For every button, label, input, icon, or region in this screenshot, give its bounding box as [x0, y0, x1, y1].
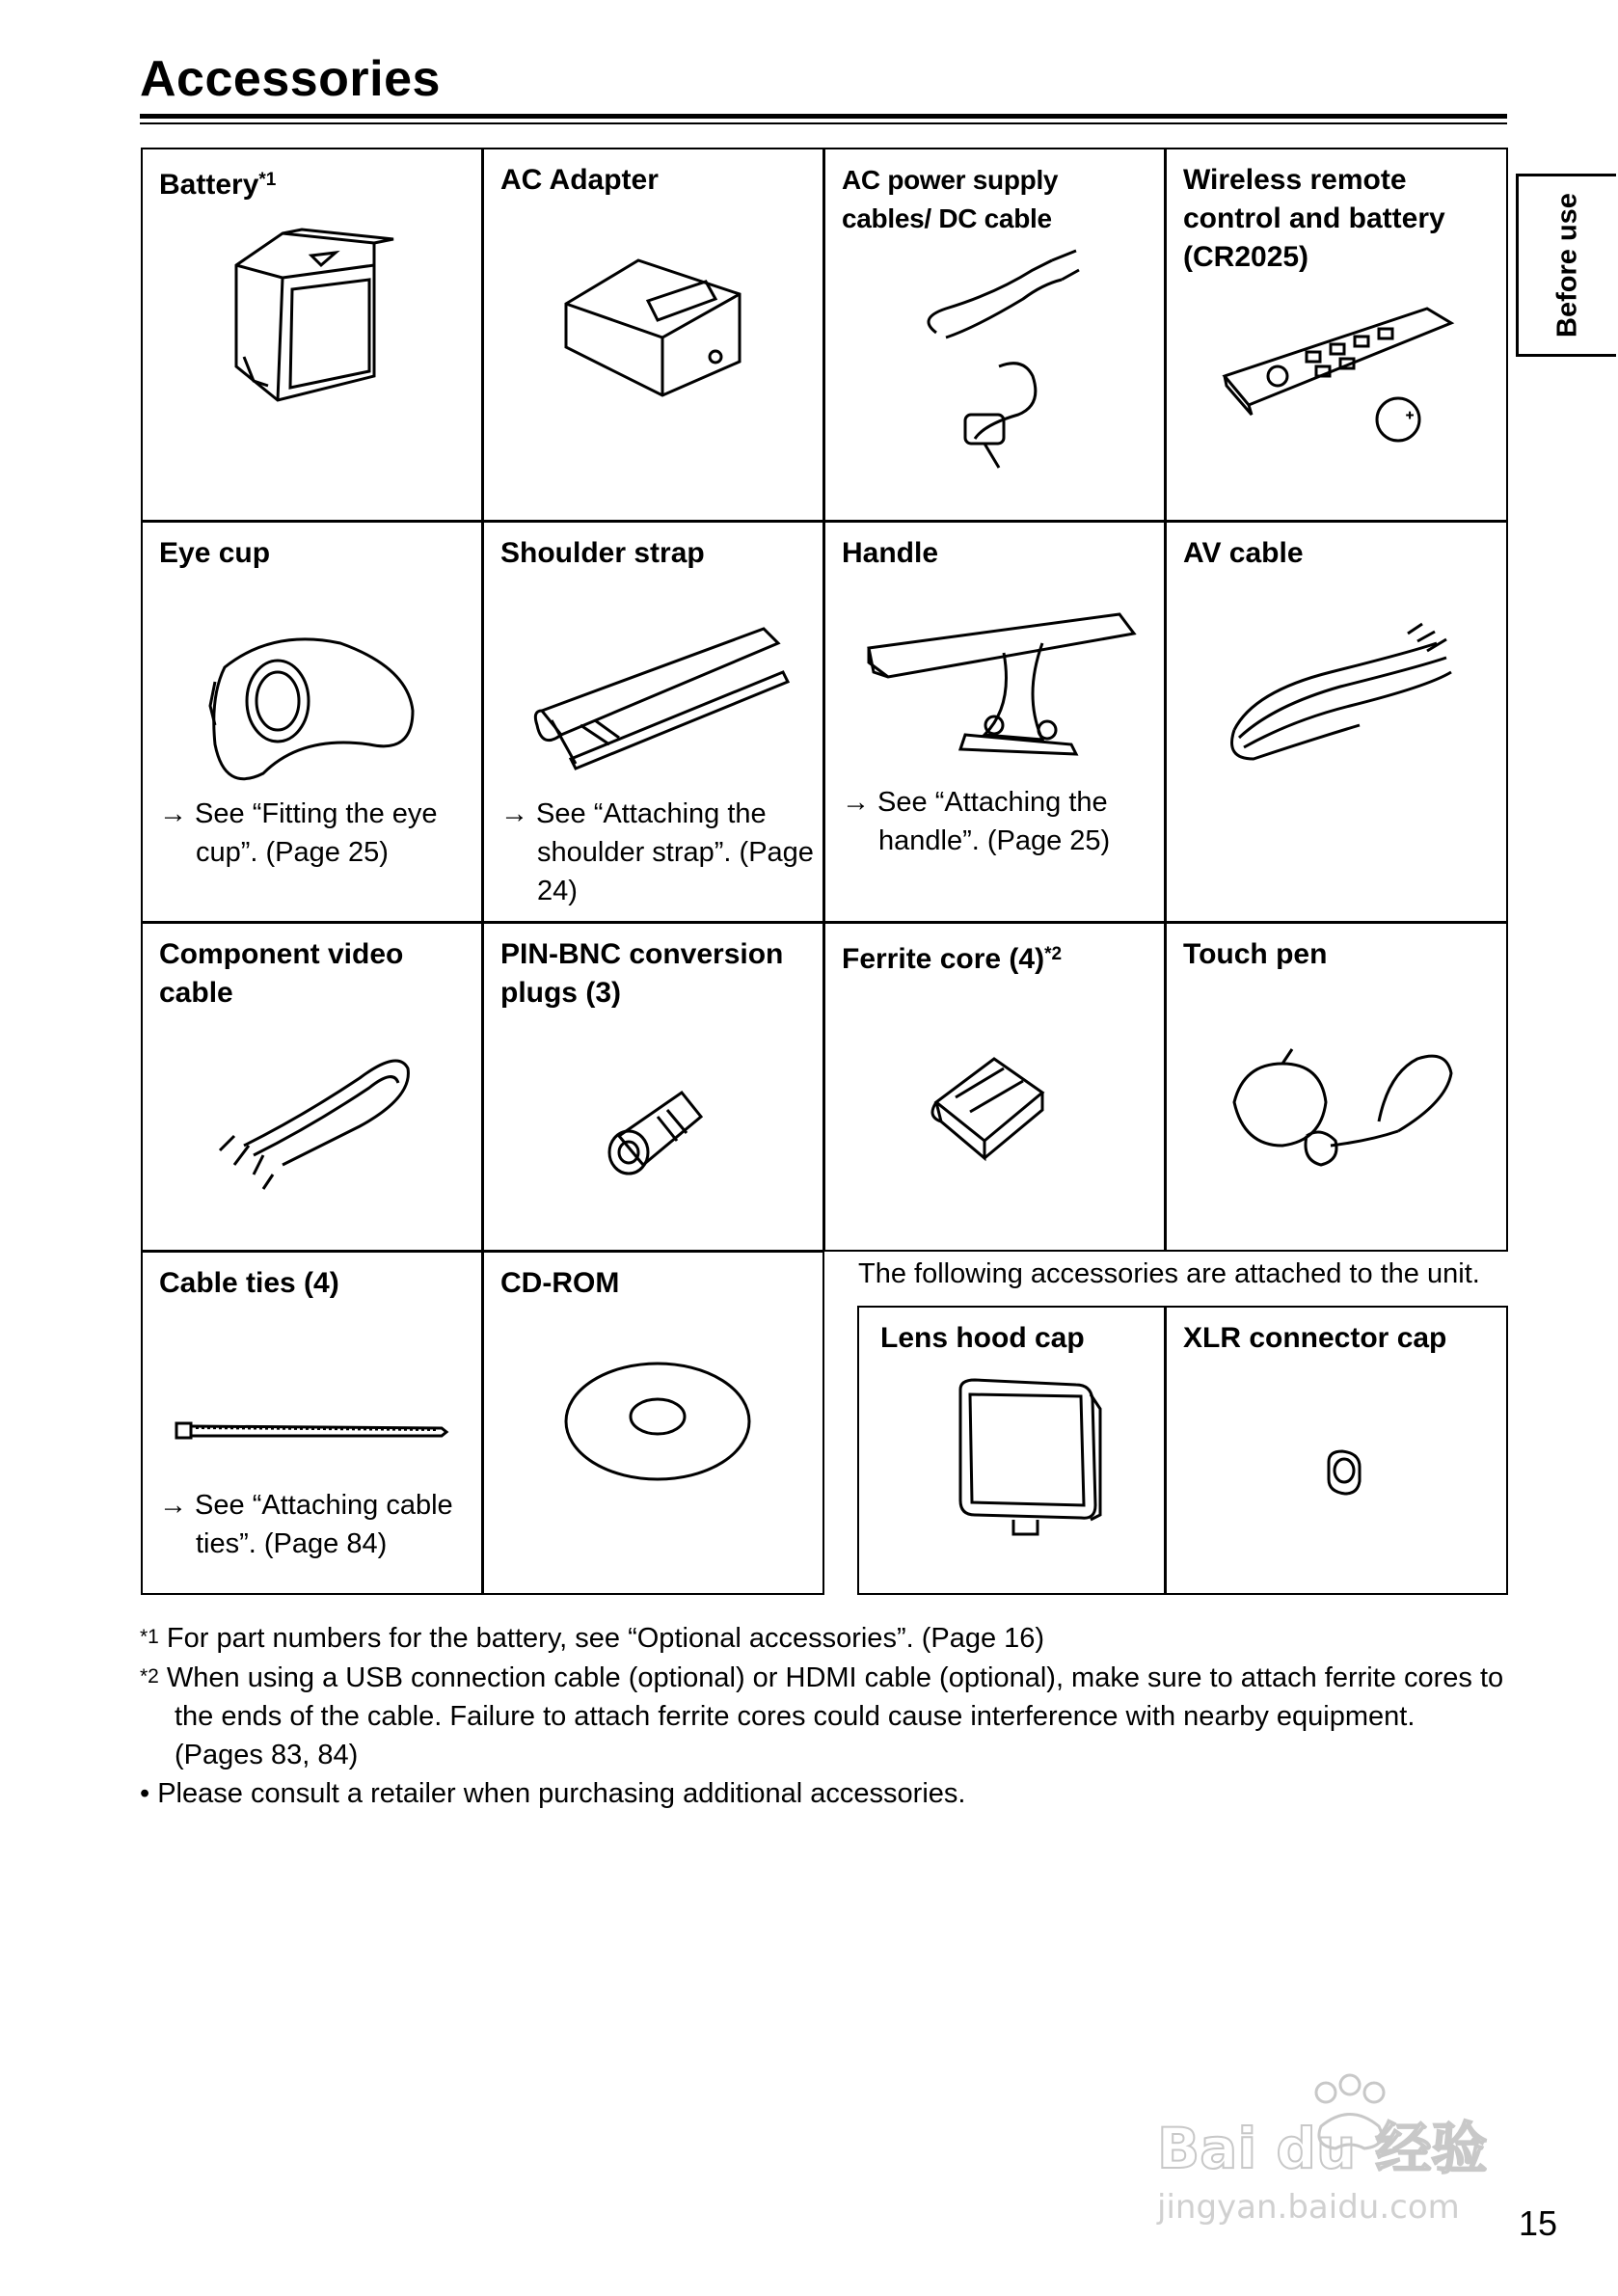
accessory-cell-cd-rom [482, 1251, 824, 1595]
section-tab [1516, 174, 1616, 357]
accessory-cell-cable-ties [141, 1251, 483, 1595]
bnc-plug-illustration-icon [600, 1083, 711, 1179]
remote-control-illustration-icon [1215, 284, 1466, 453]
battery-illustration-icon [225, 222, 408, 415]
accessory-cell-av-cable [1165, 521, 1508, 923]
page-number: 15 [1519, 2203, 1558, 2243]
accessory-label: Handle [842, 537, 939, 569]
shoulder-strap-illustration-icon [523, 614, 793, 778]
accessory-label: PIN-BNC conversion plugs (3) [500, 938, 784, 1009]
footnotes [140, 1618, 1509, 1813]
power-cable-illustration-icon [907, 241, 1095, 473]
accessory-label: Lens hood cap [880, 1322, 1085, 1354]
watermark-url: jingyan.baidu.com [1157, 2188, 1460, 2227]
accessory-label: Ferrite core $(4)^{*2}$ [842, 943, 1063, 975]
accessory-label: Shoulder strap [500, 537, 705, 569]
accessory-cell-lens-hood-cap [857, 1306, 1166, 1595]
watermark-text: Bai du 经验 [1157, 2116, 1488, 2181]
accessory-note: → See “Fitting the eye cup”. (Page 25) [159, 798, 438, 868]
component-cable-illustration-icon [215, 1030, 418, 1194]
accessory-label: Eye cup [159, 537, 271, 569]
xlr-cap-illustration-icon [1321, 1447, 1369, 1498]
title-rule [140, 114, 1507, 119]
accessory-cell-shoulder-strap [482, 521, 824, 923]
accessory-cell-pin-bnc-plugs [482, 922, 824, 1252]
ferrite-core-illustration-icon [927, 1044, 1052, 1165]
accessory-label: AV cable [1183, 537, 1304, 569]
accessory-label: XLR connector cap [1183, 1322, 1447, 1354]
accessory-cell-touch-pen [1165, 922, 1508, 1252]
accessory-note: → See “Attaching cable ties”. (Page 84) [159, 1490, 453, 1559]
accessory-cell-battery [141, 148, 483, 522]
accessory-note: → See “Attaching the handle”. (Page 25) [842, 787, 1111, 856]
section-tab-label: Before use [1551, 193, 1582, 338]
av-cable-illustration-icon [1215, 614, 1466, 773]
accessory-note: → See “Attaching the shoulder strap”. (Page 24) [500, 798, 814, 906]
cd-rom-illustration-icon [561, 1359, 754, 1484]
ac-adapter-illustration-icon [556, 241, 754, 405]
title-rule-thin [140, 122, 1507, 124]
accessory-label: Battery$^{*1}$ [159, 169, 277, 201]
accessory-cell-eye-cup [141, 521, 483, 923]
accessory-cell-component-video-cable [141, 922, 483, 1252]
footnote: *2 When using a USB connection cable (optional) or HDMI cable (optional), make sure to attach ferrite cores to the ends of the cable. Failure to attach ferrite cores could cause interference with nearby equipment. (Pages 83, 84) [140, 1662, 1504, 1770]
accessory-cell-xlr-connector-cap [1165, 1306, 1508, 1595]
footnote-bullet: • Please consult a retailer when purchasing additional accessories. [140, 1778, 966, 1809]
svg-text:+: + [1406, 407, 1415, 422]
handle-illustration-icon [849, 609, 1139, 764]
accessory-cell-handle [823, 521, 1166, 923]
footnote: *1 For part numbers for the battery, see “Optional accessories”. (Page 16) [140, 1623, 1045, 1654]
eye-cup-illustration-icon [205, 629, 427, 793]
cable-tie-illustration-icon [172, 1417, 451, 1445]
accessory-label: Wireless remote control and battery (CR2025) [1183, 164, 1445, 273]
accessory-label: AC Adapter [500, 164, 659, 196]
accessory-label: Cable ties (4) [159, 1267, 339, 1299]
accessory-cell-wireless-remote [1165, 148, 1508, 522]
accessory-cell-ac-adapter [482, 148, 824, 522]
accessory-cell-ac-power-cables [823, 148, 1166, 522]
attached-caption: The following accessories are attached to the unit. [858, 1258, 1480, 1289]
baidu-watermark [1147, 2073, 1524, 2228]
page-title: Accessories [140, 51, 441, 107]
accessory-label: Component video cable [159, 938, 404, 1009]
accessory-label: AC power supply cables/ DC cable [842, 165, 1059, 233]
lens-hood-cap-illustration-icon [946, 1375, 1105, 1539]
accessory-cell-ferrite-core [823, 922, 1166, 1252]
touch-pen-illustration-icon [1215, 1044, 1470, 1189]
accessory-label: Touch pen [1183, 938, 1328, 970]
accessory-label: CD-ROM [500, 1267, 620, 1299]
